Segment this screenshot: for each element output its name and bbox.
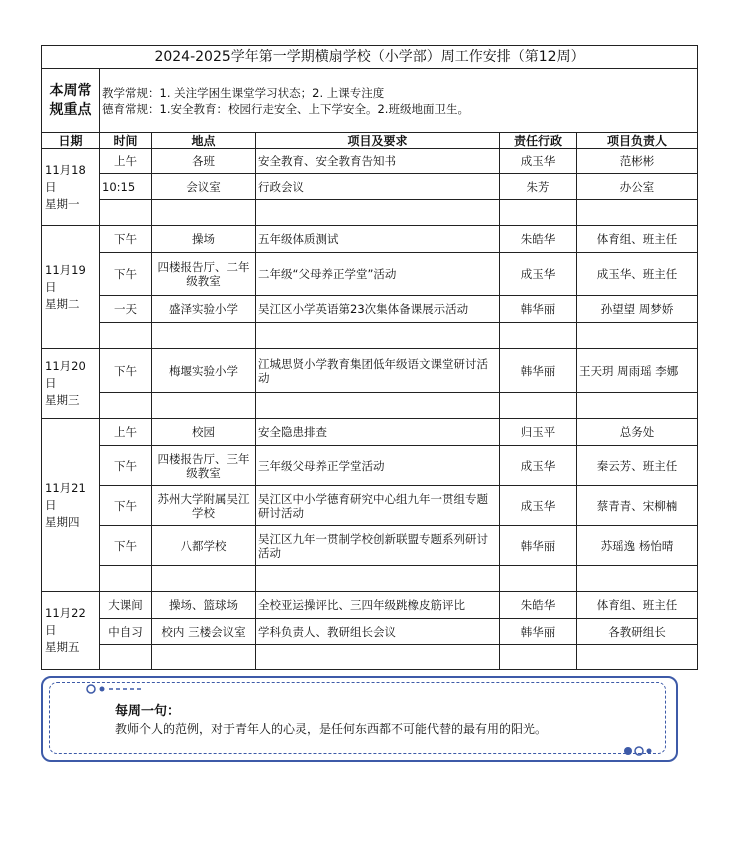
admin-cell: 韩华丽 xyxy=(500,619,577,645)
quote-title: 每周一句： xyxy=(115,704,181,719)
owner-cell: 体育组、班主任 xyxy=(577,592,698,619)
weekday-wed: 星期三 xyxy=(45,393,80,407)
item-cell: 五年级体质测试 xyxy=(256,226,500,253)
time-cell xyxy=(100,393,152,419)
quote-text: 教师个人的范例，对于青年人的心灵，是任何东西都不可能代替的最有用的阳光。 xyxy=(115,722,548,736)
date-wed: 11月20日 xyxy=(45,359,86,390)
date-tue: 11月19日 xyxy=(45,262,86,294)
corner-decoration-icon xyxy=(85,682,145,696)
time-cell: 上午 xyxy=(100,419,152,446)
place-cell xyxy=(152,566,256,592)
admin-cell: 朱皓华 xyxy=(500,226,577,253)
place-cell: 苏州大学附属吴江学校 xyxy=(152,486,256,526)
owner-cell: 蔡青青、宋柳楠 xyxy=(577,486,698,526)
admin-cell: 朱芳 xyxy=(500,174,577,200)
date-cell-fri xyxy=(42,592,100,670)
date-cell-wed xyxy=(42,349,100,419)
admin-cell xyxy=(500,323,577,349)
owner-cell: 王天玥 周雨瑶 李娜 xyxy=(577,349,698,393)
date-mon: 11月18日 xyxy=(45,162,86,194)
item-cell: 安全隐患排查 xyxy=(256,419,500,446)
header-time: 时间 xyxy=(100,133,152,149)
owner-cell: 各教研组长 xyxy=(577,619,698,645)
weekly-focus-label-line2: 规重点 xyxy=(49,101,92,118)
date-cell-tue xyxy=(42,226,100,349)
item-cell: 全校亚运操评比、三四年级跳橡皮筋评比 xyxy=(256,592,500,619)
weekly-focus-content xyxy=(100,69,698,133)
place-cell xyxy=(152,645,256,670)
admin-cell xyxy=(500,645,577,670)
time-cell: 下午 xyxy=(100,486,152,526)
place-cell: 校园 xyxy=(152,419,256,446)
owner-cell xyxy=(577,393,698,419)
owner-cell: 范彬彬 xyxy=(577,149,698,174)
date-cell-mon xyxy=(42,149,100,226)
item-cell xyxy=(256,393,500,419)
weekly-quote-box xyxy=(41,676,678,762)
item-cell: 吴江区小学英语第23次集体备课展示活动 xyxy=(256,296,500,323)
admin-cell: 韩华丽 xyxy=(500,526,577,566)
item-cell: 吴江区中小学德育研究中心组九年一贯组专题研讨活动 xyxy=(256,486,500,526)
teaching-routine: 教学常规：1. 关注学困生课堂学习状态；2. 上课专注度 xyxy=(102,85,385,100)
corner-decoration-icon xyxy=(619,744,669,758)
item-cell: 安全教育、安全教育告知书 xyxy=(256,149,500,174)
item-cell: 学科负责人、教研组长会议 xyxy=(256,619,500,645)
owner-cell: 总务处 xyxy=(577,419,698,446)
owner-cell: 体育组、班主任 xyxy=(577,226,698,253)
admin-cell: 成玉华 xyxy=(500,253,577,296)
place-cell: 四楼报告厅、三年级教室 xyxy=(152,446,256,486)
admin-cell xyxy=(500,566,577,592)
time-cell: 中自习 xyxy=(100,619,152,645)
item-cell: 二年级“父母养正学堂”活动 xyxy=(256,253,500,296)
owner-cell xyxy=(577,566,698,592)
header-item: 项目及要求 xyxy=(256,133,500,149)
place-cell: 校内 三楼会议室 xyxy=(152,619,256,645)
place-cell: 各班 xyxy=(152,149,256,174)
date-fri: 11月22日 xyxy=(45,606,86,637)
item-cell: 吴江区九年一贯制学校创新联盟专题系列研讨活动 xyxy=(256,526,500,566)
item-cell: 行政会议 xyxy=(256,174,500,200)
time-cell xyxy=(100,200,152,226)
item-cell xyxy=(256,566,500,592)
weekday-tue: 星期二 xyxy=(45,296,80,311)
time-cell: 下午 xyxy=(100,253,152,296)
place-cell: 梅堰实验小学 xyxy=(152,349,256,393)
time-cell: 10:15 xyxy=(100,174,152,200)
admin-cell: 成玉华 xyxy=(500,446,577,486)
admin-cell: 归玉平 xyxy=(500,419,577,446)
weekly-schedule-table xyxy=(41,45,698,670)
owner-cell: 苏瑶逸 杨怡晴 xyxy=(577,526,698,566)
admin-cell: 成玉华 xyxy=(500,149,577,174)
place-cell: 盛泽实验小学 xyxy=(152,296,256,323)
moral-routine: 德育常规：1.安全教育：校园行走安全、上下学安全。2.班级地面卫生。 xyxy=(102,101,469,116)
owner-cell: 秦云芳、班主任 xyxy=(577,446,698,486)
date-thu: 11月21日 xyxy=(45,480,86,512)
place-cell: 四楼报告厅、二年级教室 xyxy=(152,253,256,296)
time-cell xyxy=(100,323,152,349)
place-cell: 操场、篮球场 xyxy=(152,592,256,619)
page-title: 2024-2025学年第一学期横扇学校（小学部）周工作安排（第12周） xyxy=(42,46,698,69)
item-cell: 三年级父母养正学堂活动 xyxy=(256,446,500,486)
time-cell: 一天 xyxy=(100,296,152,323)
place-cell xyxy=(152,323,256,349)
time-cell xyxy=(100,566,152,592)
time-cell: 下午 xyxy=(100,349,152,393)
place-cell: 会议室 xyxy=(152,174,256,200)
place-cell xyxy=(152,393,256,419)
item-cell xyxy=(256,645,500,670)
item-cell xyxy=(256,200,500,226)
place-cell: 八都学校 xyxy=(152,526,256,566)
owner-cell xyxy=(577,200,698,226)
owner-cell: 成玉华、班主任 xyxy=(577,253,698,296)
weekday-thu: 星期四 xyxy=(45,514,80,529)
time-cell xyxy=(100,645,152,670)
owner-cell: 孙望望 周梦娇 xyxy=(577,296,698,323)
owner-cell: 办公室 xyxy=(577,174,698,200)
admin-cell: 成玉华 xyxy=(500,486,577,526)
header-place: 地点 xyxy=(152,133,256,149)
admin-cell: 朱皓华 xyxy=(500,592,577,619)
time-cell: 下午 xyxy=(100,446,152,486)
item-cell xyxy=(256,323,500,349)
item-cell: 江城思贤小学教育集团低年级语文课堂研讨活动 xyxy=(256,349,500,393)
weekly-focus-label-line1: 本周常 xyxy=(49,82,92,99)
time-cell: 大课间 xyxy=(100,592,152,619)
owner-cell xyxy=(577,645,698,670)
weekly-focus-label xyxy=(42,69,100,133)
place-cell xyxy=(152,200,256,226)
header-owner: 项目负责人 xyxy=(577,133,698,149)
weekday-fri: 星期五 xyxy=(45,640,80,654)
place-cell: 操场 xyxy=(152,226,256,253)
time-cell: 下午 xyxy=(100,526,152,566)
admin-cell xyxy=(500,200,577,226)
time-cell: 下午 xyxy=(100,226,152,253)
admin-cell xyxy=(500,393,577,419)
admin-cell: 韩华丽 xyxy=(500,296,577,323)
admin-cell: 韩华丽 xyxy=(500,349,577,393)
header-date: 日期 xyxy=(42,133,100,149)
weekday-mon: 星期一 xyxy=(45,196,80,211)
date-cell-thu xyxy=(42,419,100,592)
header-admin: 责任行政 xyxy=(500,133,577,149)
time-cell: 上午 xyxy=(100,149,152,174)
owner-cell xyxy=(577,323,698,349)
